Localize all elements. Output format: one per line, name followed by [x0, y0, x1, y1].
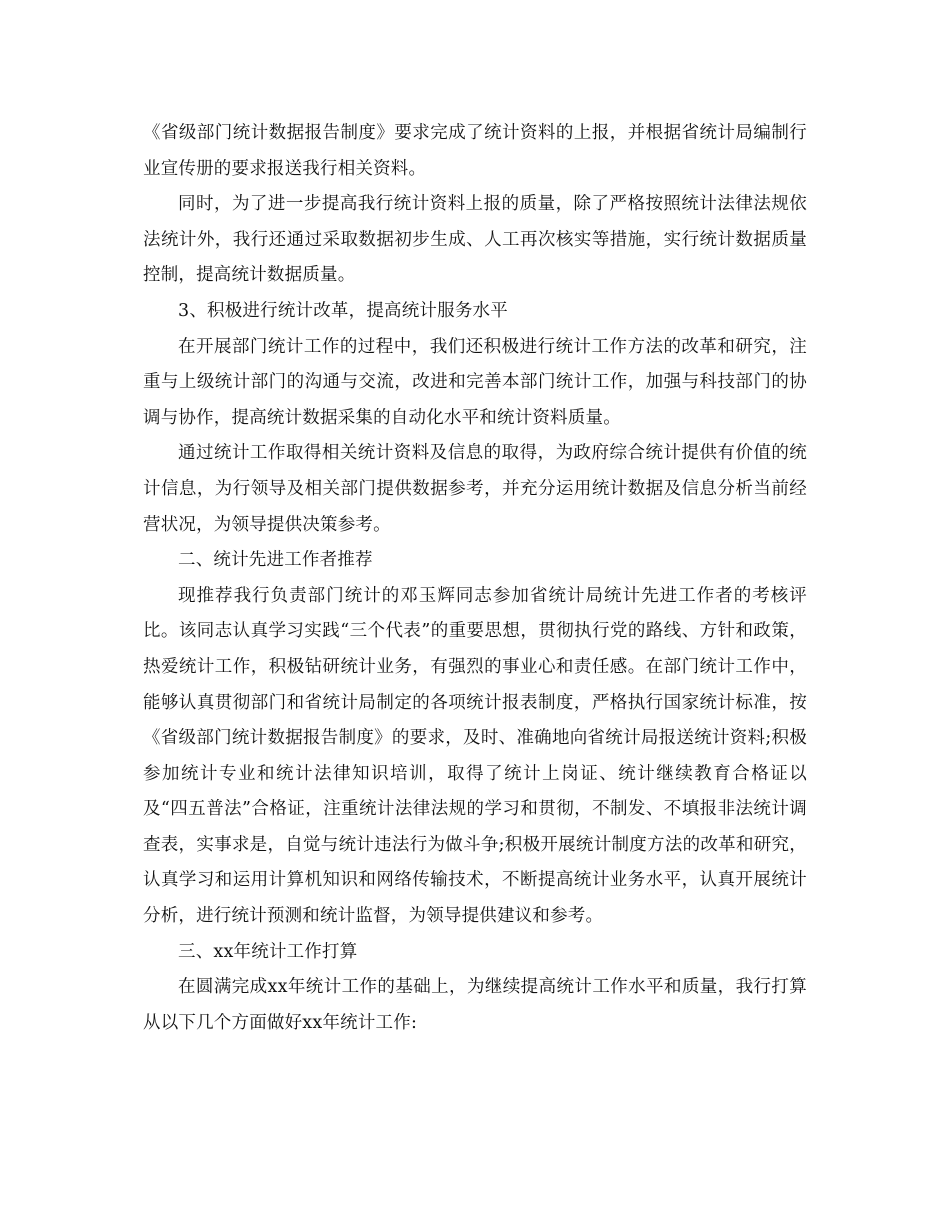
section-heading-recommendation: 二、统计先进工作者推荐: [178, 550, 373, 571]
document-body: [143, 116, 807, 1041]
paragraph-statistical-info: 通过统计工作取得相关统计资料及信息的取得，为政府综合统计提供有价值的统计信息，为行领导及相关部门提供数据参考，并充分运用统计数据及信息分析当前经营状况，为领导提供决策参考。: [143, 443, 807, 535]
paragraph-recommendation: 现推荐我行负责部门统计的邓玉辉同志参加省统计局统计先进工作者的考核评比。该同志认真学习实践“三个代表”的重要思想，贯彻执行党的路线、方针和政策，热爱统计工作，积极钻研统计业务，有强烈的事业心和责任感。在部门统计工作中，能够认真贯彻部门和省统计局制定的各项统计报表制度，严格执行国家统计标准，按《省级部门统计数据报告制度》的要求，及时、准确地向省统计局报送统计资料;积极参加统计专业和统计法律知识培训，取得了统计上岗证、统计继续教育合格证以及“四五普法”合格证，注重统计法律法规的学习和贯彻，不制发、不填报非法统计调查表，实事求是，自觉与统计违法行为做斗争;积极开展统计制度方法的改革和研究，认真学习和运用计算机知识和网络传输技术，不断提高统计业务水平，认真开展统计分析，进行统计预测和统计监督，为领导提供建议和参考。: [143, 585, 807, 927]
paragraph-plan-intro: 在圆满完成xx年统计工作的基础上，为继续提高统计工作水平和质量，我行打算从以下几个方面做好xx年统计工作:: [143, 977, 807, 1033]
paragraph-reform-research: 在开展部门统计工作的过程中，我们还积极进行统计工作方法的改革和研究，注重与上级统计部门的沟通与交流，改进和完善本部门统计工作，加强与科技部门的协调与协作，提高统计数据采集的自动化水平和统计资料质量。: [143, 336, 807, 428]
paragraph-report-continuation: 《省级部门统计数据报告制度》要求完成了统计资料的上报，并根据省统计局编制行业宣传册的要求报送我行相关资料。: [143, 123, 807, 179]
section-heading-reform: 3、积极进行统计改革，提高统计服务水平: [178, 300, 508, 321]
section-heading-plan: 三、xx年统计工作打算: [178, 941, 358, 962]
paragraph-quality-control: 同时，为了进一步提高我行统计资料上报的质量，除了严格按照统计法律法规依法统计外，我行还通过采取数据初步生成、人工再次核实等措施，实行统计数据质量控制，提高统计数据质量。: [143, 194, 807, 286]
